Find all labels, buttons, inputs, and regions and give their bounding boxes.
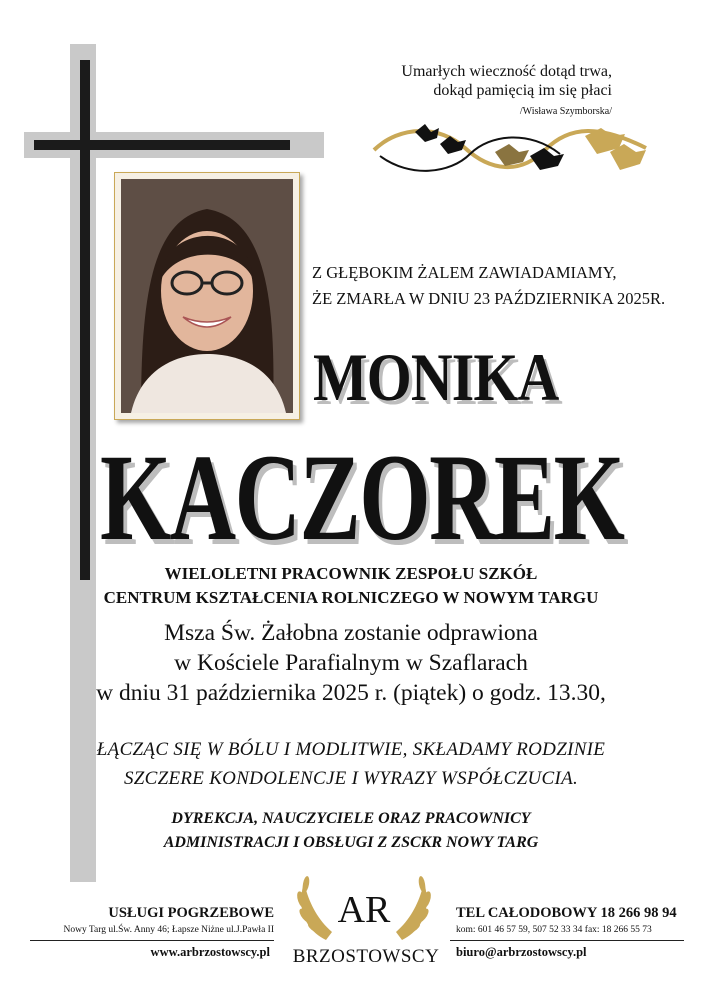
announcement-line-2: ŻE ZMARŁA W DNIU 23 PAŹDZIERNIKA 2025R. (312, 289, 666, 308)
condolences-line-1: ŁĄCZĄC SIĘ W BÓLU I MODLITWIE, SKŁADAMY RODZINIE (96, 739, 606, 760)
last-name: KACZOREK (100, 429, 624, 566)
logo-letters: AR (337, 889, 391, 931)
footer-divider-right (450, 940, 684, 941)
contact-numbers: kom: 601 46 57 59, 507 52 33 34 fax: 18 266 55 73 (456, 925, 652, 935)
role-line-2: CENTRUM KSZTAŁCENIA ROLNICZEGO W NOWYM TARGU (103, 588, 599, 607)
laurel-wreath-icon (286, 870, 442, 946)
first-name: MONIKA (313, 339, 559, 415)
website-link[interactable]: www.arbrzostowscy.pl (150, 945, 270, 959)
role (0, 562, 702, 610)
announcement-line-1: Z GŁĘBOKIM ŻALEM ZAWIADAMIAMY, (312, 263, 617, 282)
mass-info (0, 618, 702, 708)
quote-line-2: dokąd pamięcią im się płaci (433, 82, 612, 99)
funeral-services-address: Nowy Targ ul.Św. Anny 46; Łapsze Niżne ul.J.Pawła II (63, 925, 274, 935)
signatories (0, 807, 702, 855)
mass-line-1: Msza Św. Żałobna zostanie odprawiona (164, 620, 538, 646)
funeral-services-title: USŁUGI POGRZEBOWE (108, 905, 274, 921)
footer-divider-left (30, 940, 274, 941)
portrait-frame (114, 172, 300, 420)
signatories-line-2: ADMINISTRACJI I OBSŁUGI Z ZSCKR NOWY TARG (163, 834, 539, 851)
portrait-photo (121, 179, 293, 413)
mass-line-3: w dniu 31 października 2025 r. (piątek) o godz. 13.30, (96, 680, 606, 706)
role-line-1: WIELOLETNI PRACOWNIK ZESPOŁU SZKÓŁ (164, 564, 538, 583)
condolences-line-2: SZCZERE KONDOLENCJE I WYRAZY WSPÓŁCZUCIA. (123, 768, 579, 789)
logo-name: BRZOSTOWSCY (292, 946, 440, 967)
cross-icon-vertical (80, 60, 90, 580)
vine-ornament-icon (370, 120, 650, 182)
email-link[interactable]: biuro@arbrzostowscy.pl (456, 945, 587, 959)
quote-author: /Wisława Szymborska/ (519, 106, 612, 117)
signatories-line-1: DYREKCJA, NAUCZYCIELE ORAZ PRACOWNICY (171, 810, 531, 827)
announcement (312, 260, 665, 312)
phone-24h: TEL CAŁODOBOWY 18 266 98 94 (456, 905, 677, 921)
cross-icon-horizontal (34, 140, 290, 150)
mass-line-2: w Kościele Parafialnym w Szaflarach (174, 650, 528, 676)
condolences (0, 735, 702, 793)
quote (401, 62, 612, 121)
quote-line-1: Umarłych wieczność dotąd trwa, (401, 63, 612, 80)
